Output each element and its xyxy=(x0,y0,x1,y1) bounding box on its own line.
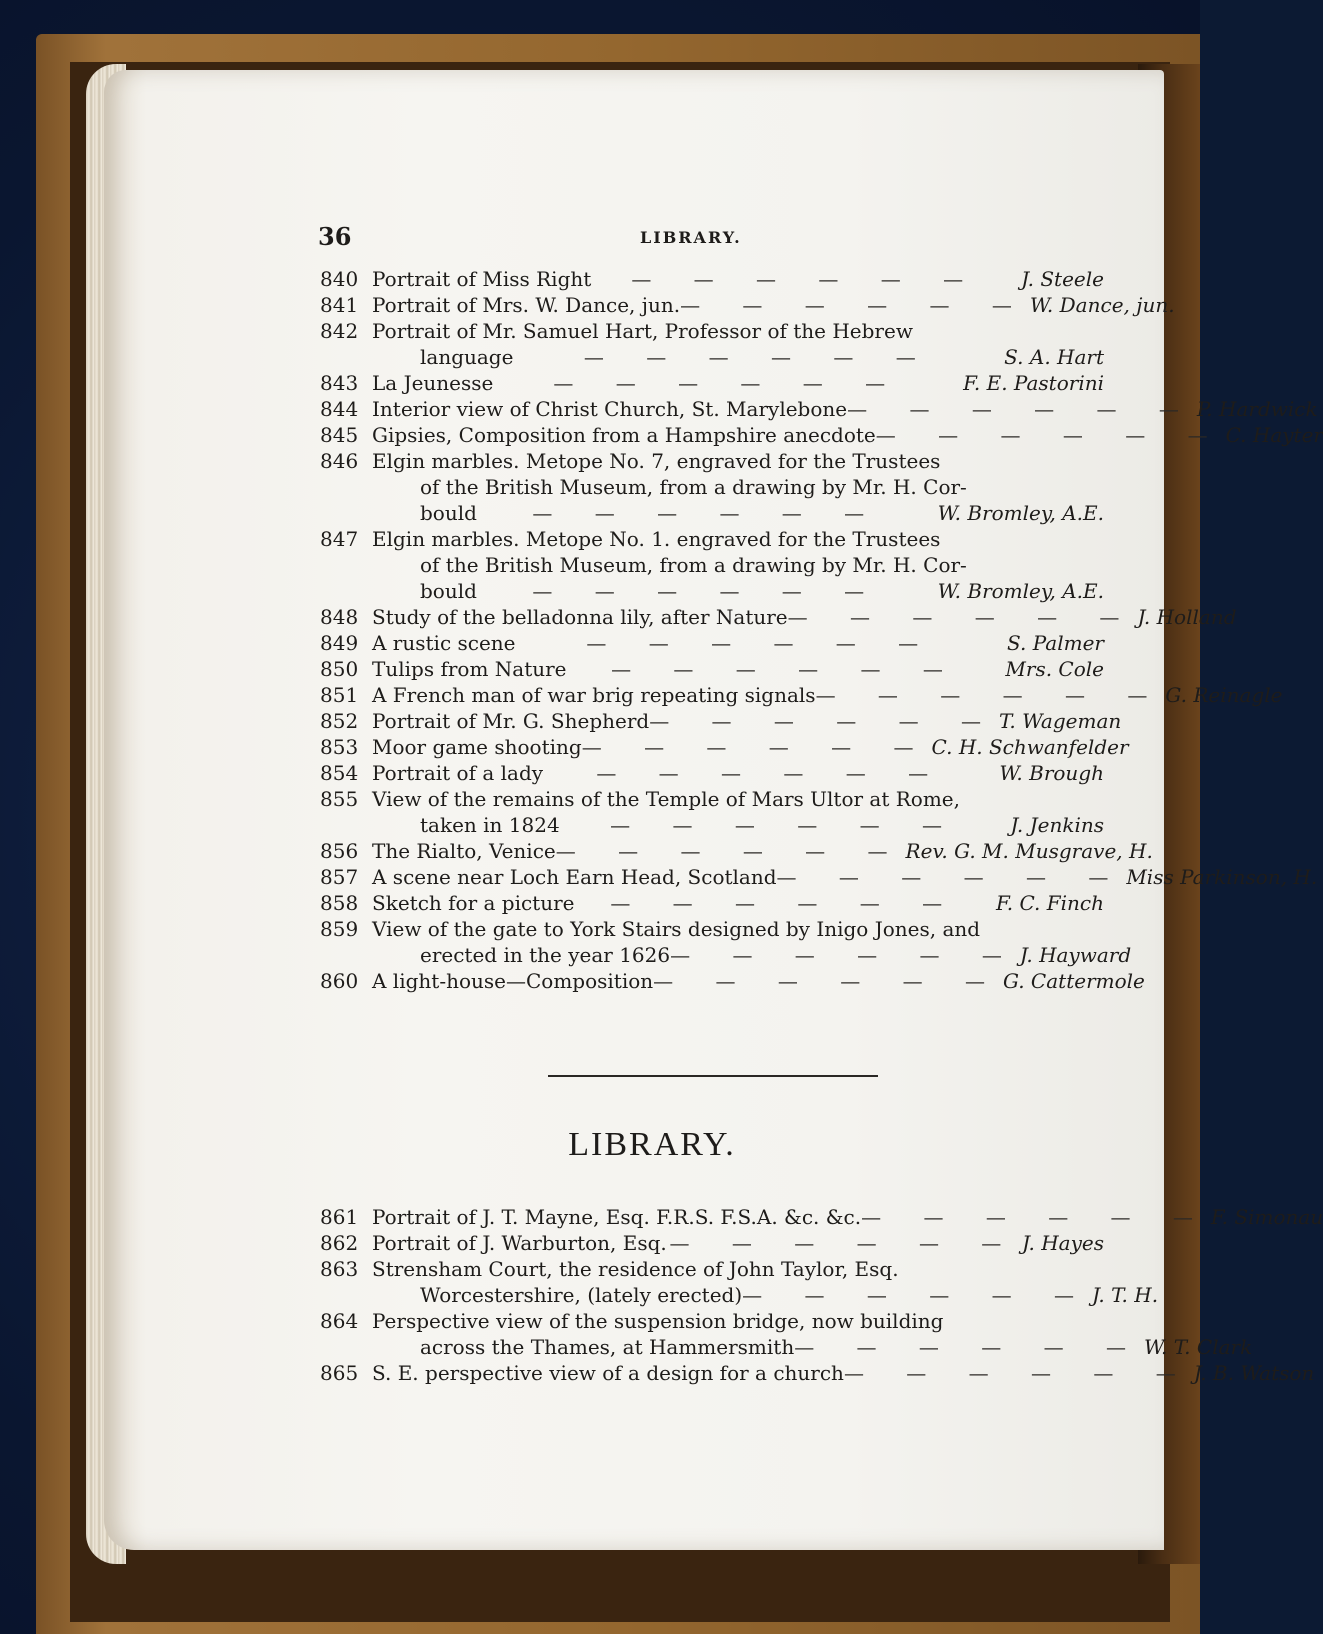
leader-dashes: — — — — — — xyxy=(787,605,1138,629)
catalogue-entry xyxy=(320,448,1104,526)
entry-line xyxy=(320,1256,1104,1282)
catalogue-entry xyxy=(320,760,1104,786)
entry-number: 865 xyxy=(320,1361,359,1385)
entry-artist: W. Bromley, A.E. xyxy=(937,579,1104,603)
entry-line xyxy=(320,1230,1104,1256)
entry-number: 840 xyxy=(320,267,359,291)
entry-artist: J. B. Watson xyxy=(1193,1361,1315,1385)
entry-line xyxy=(320,266,1104,292)
entry-line xyxy=(320,838,1153,864)
entry-number: 844 xyxy=(320,397,359,421)
entry-number: 859 xyxy=(320,917,359,941)
catalogue-entry xyxy=(320,396,1318,422)
entry-title: Portrait of Miss Right xyxy=(372,267,592,291)
entry-line xyxy=(320,656,1104,682)
entry-title: La Jeunesse xyxy=(372,371,494,395)
catalogue-entries-top xyxy=(320,266,1323,994)
entry-title: A light-house—Composition xyxy=(372,969,654,993)
catalogue-entry xyxy=(320,370,1104,396)
entry-title: Portrait of a lady xyxy=(372,761,544,785)
entry-line xyxy=(320,448,1104,474)
entry-title: Portrait of J. T. Mayne, Esq. F.R.S. F.S.A. &c. &c. xyxy=(372,1205,862,1229)
entry-title: language xyxy=(420,345,514,369)
running-head: LIBRARY. xyxy=(640,228,742,247)
catalogue-entry xyxy=(320,864,1318,890)
catalogue-entry xyxy=(320,1204,1323,1230)
leader-dashes: — — — — — — xyxy=(649,709,999,733)
entry-line xyxy=(320,630,1104,656)
entry-title: Worcestershire, (lately erected) xyxy=(420,1283,743,1307)
entry-line xyxy=(320,578,1104,604)
entry-artist: S. A. Hart xyxy=(1004,345,1104,369)
entry-title: Elgin marbles. Metope No. 7, engraved for the Trustees xyxy=(372,449,941,473)
entry-title: Moor game shooting xyxy=(372,735,582,759)
leader-dashes: — — — — — — xyxy=(794,1335,1144,1359)
entry-number: 852 xyxy=(320,709,359,733)
entry-line xyxy=(320,370,1104,396)
leader-dashes: — — — — — — xyxy=(843,1361,1194,1385)
entry-artist: Miss Parkinson, H. xyxy=(1126,865,1318,889)
entry-line xyxy=(320,1360,1315,1386)
leader-dashes: — — — — — — xyxy=(610,891,961,915)
entry-line xyxy=(320,1204,1323,1230)
entry-title: Portrait of Mr. Samuel Hart, Professor of the Hebrew xyxy=(372,319,913,343)
entry-line xyxy=(320,682,1283,708)
leader-dashes: — — — — — — xyxy=(553,371,904,395)
entry-line xyxy=(320,396,1318,422)
catalogue-entry xyxy=(320,786,1104,838)
catalogue-entry xyxy=(320,526,1104,604)
entry-title: bould xyxy=(420,579,477,603)
entry-artist: F. C. Finch xyxy=(995,891,1104,915)
entry-title: taken in 1824 xyxy=(420,813,560,837)
entry-artist: C. H. Schwanfelder xyxy=(931,735,1129,759)
entry-title: A scene near Loch Earn Head, Scotland xyxy=(372,865,777,889)
entry-line xyxy=(320,942,1132,968)
entry-number: 854 xyxy=(320,761,359,785)
leader-dashes: — — — — — — xyxy=(875,423,1226,447)
entry-artist: T. Wageman xyxy=(999,709,1122,733)
section-heading xyxy=(0,1126,1200,1164)
catalogue-entry xyxy=(320,422,1323,448)
entry-title: View of the remains of the Temple of Mars Ultor at Rome, xyxy=(372,787,960,811)
entry-number: 849 xyxy=(320,631,359,655)
entry-artist: J. T. H. xyxy=(1091,1283,1159,1307)
leader-dashes: — — — — — — xyxy=(776,865,1127,889)
entry-artist: W. Brough xyxy=(999,761,1104,785)
entry-number: 845 xyxy=(320,423,359,447)
leader-dashes: — — — — — — xyxy=(669,1231,1020,1255)
leader-dashes: — — — — — — xyxy=(611,657,961,681)
entry-title: Portrait of Mr. G. Shepherd xyxy=(372,709,650,733)
leader-dashes: — — — — — — xyxy=(532,579,883,603)
entry-line xyxy=(320,812,1104,838)
entry-title: The Rialto, Venice xyxy=(372,839,556,863)
entry-artist: F. E. Pastorini xyxy=(963,371,1104,395)
entry-artist: J. Jenkins xyxy=(1010,813,1104,837)
leader-dashes: — — — — — — xyxy=(631,267,982,291)
catalogue-entry xyxy=(320,604,1237,630)
entry-line xyxy=(320,734,1129,760)
entry-title: Interior view of Christ Church, St. Marylebone xyxy=(372,397,848,421)
entry-title: bould xyxy=(420,501,477,525)
entry-title: across the Thames, at Hammersmith xyxy=(420,1335,795,1359)
entry-title: View of the gate to York Stairs designed by Inigo Jones, and xyxy=(372,917,981,941)
entry-number: 853 xyxy=(320,735,359,759)
entry-number: 861 xyxy=(320,1205,359,1229)
entry-line xyxy=(320,864,1318,890)
catalogue-entry xyxy=(320,916,1132,968)
entry-number: 841 xyxy=(320,293,359,317)
entry-title: Gipsies, Composition from a Hampshire anecdote xyxy=(372,423,876,447)
leader-dashes: — — — — — — xyxy=(670,943,1020,967)
leader-dashes: — — — — — — xyxy=(610,813,960,837)
entry-number: 857 xyxy=(320,865,359,889)
entry-number: 848 xyxy=(320,605,359,629)
entry-number: 860 xyxy=(320,969,359,993)
leader-dashes: — — — — — — xyxy=(581,735,932,759)
entry-artist: W. T. Clark xyxy=(1144,1335,1253,1359)
leader-dashes: — — — — — — xyxy=(596,761,947,785)
entry-number: 864 xyxy=(320,1309,359,1333)
entry-number: 847 xyxy=(320,527,359,551)
entry-artist: C. Hayter xyxy=(1225,423,1323,447)
entry-title: Sketch for a picture xyxy=(372,891,575,915)
entry-line xyxy=(320,526,1104,552)
entry-number: 856 xyxy=(320,839,359,863)
entry-artist: J. Holland xyxy=(1137,605,1237,629)
page-number: 36 xyxy=(318,222,352,251)
catalogue-entry xyxy=(320,656,1104,682)
entry-number: 851 xyxy=(320,683,359,707)
catalogue-entry xyxy=(320,968,1145,994)
catalogue-entry xyxy=(320,1230,1104,1256)
entry-number: 863 xyxy=(320,1257,359,1281)
section-heading-text: LIBRARY. xyxy=(568,1126,736,1163)
entry-artist: J. Steele xyxy=(1021,267,1104,291)
catalogue-entry xyxy=(320,1360,1315,1386)
catalogue-entry xyxy=(320,734,1129,760)
entry-artist: F. Simonau xyxy=(1210,1205,1323,1229)
entry-title: A French man of war brig repeating signals xyxy=(372,683,816,707)
entry-title: Portrait of Mrs. W. Dance, jun. xyxy=(372,293,681,317)
catalogue-entries-library xyxy=(320,1204,1323,1386)
entry-number: 846 xyxy=(320,449,359,473)
entry-artist: W. Bromley, A.E. xyxy=(937,501,1104,525)
entry-line xyxy=(320,916,1104,942)
entry-artist: J. Hayes xyxy=(1022,1231,1104,1255)
entry-title: Strensham Court, the residence of John Taylor, Esq. xyxy=(372,1257,899,1281)
entry-line xyxy=(320,344,1104,370)
entry-line xyxy=(320,1334,1253,1360)
entry-artist: G. Reinagle xyxy=(1165,683,1283,707)
entry-line xyxy=(320,786,1104,812)
entry-title: Study of the belladonna lily, after Nature xyxy=(372,605,788,629)
entry-line xyxy=(320,422,1323,448)
catalogue-entry xyxy=(320,890,1104,916)
entry-artist: J. Hayward xyxy=(1019,943,1132,967)
entry-artist: Mrs. Cole xyxy=(1005,657,1104,681)
entry-number: 855 xyxy=(320,787,359,811)
entry-title: erected in the year 1626 xyxy=(420,943,671,967)
entry-title: Perspective view of the suspension bridge, now building xyxy=(372,1309,944,1333)
entry-line xyxy=(320,500,1104,526)
catalogue-entry xyxy=(320,1256,1159,1308)
entry-title: A rustic scene xyxy=(372,631,516,655)
leader-dashes: — — — — — — xyxy=(680,293,1030,317)
entry-line xyxy=(320,474,1104,500)
entry-title: of the British Museum, from a drawing by Mr. H. Cor- xyxy=(420,475,967,499)
entry-number: 858 xyxy=(320,891,359,915)
entry-line xyxy=(320,292,1175,318)
leader-dashes: — — — — — — xyxy=(653,969,1003,993)
catalogue-entry xyxy=(320,630,1104,656)
catalogue-entry xyxy=(320,318,1104,370)
leader-dashes: — — — — — — xyxy=(815,683,1166,707)
entry-title: Portrait of J. Warburton, Esq. xyxy=(372,1231,667,1255)
leader-dashes: — — — — — — xyxy=(847,397,1197,421)
entry-line xyxy=(320,890,1104,916)
entry-title: Tulips from Nature xyxy=(372,657,567,681)
catalogue-entry xyxy=(320,838,1153,864)
entry-line xyxy=(320,968,1145,994)
catalogue-entry xyxy=(320,292,1175,318)
leader-dashes: — — — — — — xyxy=(532,501,883,525)
entry-title: S. E. perspective view of a design for a church xyxy=(372,1361,844,1385)
leader-dashes: — — — — — — xyxy=(555,839,906,863)
leader-dashes: — — — — — — xyxy=(742,1283,1092,1307)
entry-artist: S. Palmer xyxy=(1007,631,1104,655)
leader-dashes: — — — — — — xyxy=(583,345,934,369)
entry-number: 862 xyxy=(320,1231,359,1255)
entry-artist: W. Dance, jun. xyxy=(1029,293,1175,317)
entry-line xyxy=(320,318,1104,344)
entry-line xyxy=(320,552,1104,578)
entry-line xyxy=(320,708,1122,734)
entry-artist: Rev. G. M. Musgrave, H. xyxy=(905,839,1153,863)
leader-dashes: — — — — — — xyxy=(861,1205,1211,1229)
catalogue-entry xyxy=(320,1308,1253,1360)
leader-dashes: — — — — — — xyxy=(586,631,937,655)
catalogue-entry xyxy=(320,708,1122,734)
section-divider-rule xyxy=(548,1075,878,1077)
entry-number: 850 xyxy=(320,657,359,681)
entry-artist: P. Hardwick xyxy=(1196,397,1318,421)
catalogue-entry xyxy=(320,266,1104,292)
entry-line xyxy=(320,760,1104,786)
entry-number: 842 xyxy=(320,319,359,343)
entry-line xyxy=(320,1282,1159,1308)
entry-number: 843 xyxy=(320,371,359,395)
catalogue-entry xyxy=(320,682,1283,708)
entry-line xyxy=(320,1308,1104,1334)
entry-title: Elgin marbles. Metope No. 1. engraved for the Trustees xyxy=(372,527,941,551)
entry-artist: G. Cattermole xyxy=(1002,969,1145,993)
entry-title: of the British Museum, from a drawing by Mr. H. Cor- xyxy=(420,553,967,577)
entry-line xyxy=(320,604,1237,630)
